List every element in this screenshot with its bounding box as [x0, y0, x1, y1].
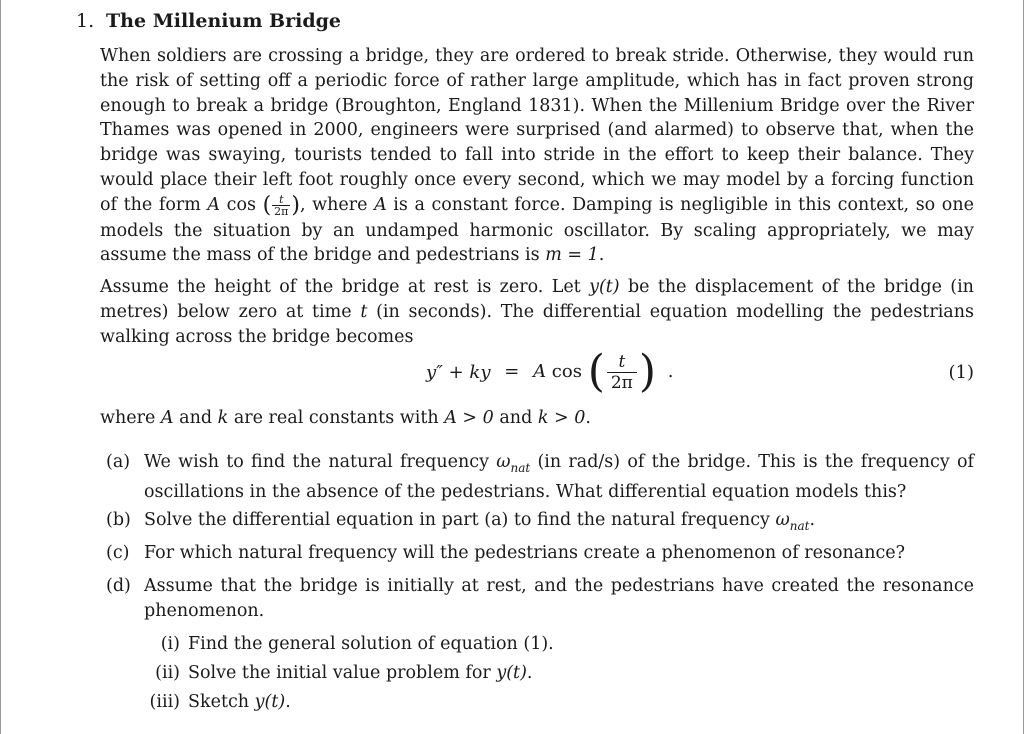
intro-text: When soldiers are crossing a bridge, they are ordered to break stride. Otherwise, they would run the risk of setting off a periodic force of rather large amplitude, which has in fact proven strong enough to break a bridge (Broughton, England 1831). When the Millenium Bridge over the River Thames was opened in 2000, engineers were surprised (and alarmed) to observe that, when the bridge was swaying, tourists tended to fall into stride in the effort to keep their balance. They would place their left foot roughly once every second, which we may model by a forcing function of the form	[100, 46, 974, 215]
part-b	[106, 508, 974, 538]
forcing-cos: cos	[226, 194, 256, 215]
part-d	[106, 574, 974, 624]
part-b-label: (b)	[106, 510, 131, 530]
part-d-text: Assume that the bridge is initially at rest, and the pedestrians have created the resonance phenomenon.	[144, 576, 974, 621]
forcing-amplitude: A	[207, 194, 221, 215]
displacement-var: y(t)	[589, 277, 620, 297]
setup-paragraph: Assume the height of the bridge at rest is zero. Let y(t) be the displacement of the bridge (in metres) below zero at time t (in seconds). The differential equation modelling the pedestrians walking across the bridge becomes	[100, 277, 974, 347]
subpart-i: (i) Find the general solution of equation (1).	[160, 634, 554, 654]
constants-paragraph: where A and k are real constants with A > 0 and k > 0.	[100, 408, 591, 428]
equation-number: (1)	[948, 362, 974, 383]
part-a	[106, 450, 974, 505]
equation-rhs: A cos ( $\frac{t}{2\pi}$ ) .	[533, 346, 674, 397]
differential-equation: y″ + ky = A cos ( $\frac{t}{2\pi}$ ) . (1)	[426, 346, 974, 397]
subpart-ii: (ii) Solve the initial value problem for y(t).	[155, 663, 533, 683]
condition-a: A > 0	[444, 408, 494, 428]
question-number: 1.	[76, 10, 95, 32]
intro-text-3: is a constant force. Damping is negligible in this context, so one models the situation by an undamped harmonic oscillator. By scaling appropriately, we may assume the mass of the bridge and pedestrians is	[100, 194, 974, 266]
part-c	[106, 541, 974, 566]
part-c-label: (c)	[106, 543, 130, 563]
intro-paragraph: When soldiers are crossing a bridge, they are ordered to break stride. Otherwise, they would run the risk of setting off a periodic force of rather large amplitude, which has in fact proven strong enough to break a bridge (Broughton, England 1831). When the Millenium Bridge over the River Thames was opened in 2000, engineers were surprised (and alarmed) to observe that, when the bridge was swaying, tourists tended to fall into stride in the effort to keep their balance. They would place their left foot roughly once every second, which we may model by a forcing function of the form A cos ( $\frac{t}{2\pi}$ ), where A is a constant force. Damping is negligible in this context, so one models the situation by an undamped harmonic oscillator. By scaling appropriately, we may assume the mass of the bridge and pedestrians is m = 1.	[100, 46, 974, 266]
part-d-label: (d)	[106, 576, 131, 596]
time-var: t	[360, 301, 368, 322]
equation-lhs: y″ + ky	[426, 361, 491, 383]
page-left-border	[0, 0, 1, 734]
part-a-text: We wish to find the natural frequency $\omega_{nat}$ (in rad/s) of the bridge. This is the frequency of oscillations in the absence of the pedestrians. What differential equation models this?	[144, 452, 974, 503]
intro-text-2: , where	[299, 194, 368, 215]
mass-equation: m = 1	[545, 245, 599, 266]
forcing-fraction: $\frac{t}{2\pi}$	[274, 192, 289, 218]
equation-fraction: $\frac{t}{2\pi}$	[607, 352, 637, 393]
constant-a: A	[374, 194, 387, 215]
part-c-text: For which natural frequency will the pedestrians create a phenomenon of resonance?	[144, 543, 906, 563]
question-title: The Millenium Bridge	[106, 10, 341, 32]
condition-k: k > 0	[537, 408, 586, 428]
question-heading	[76, 10, 341, 32]
part-b-text: Solve the differential equation in part (a) to find the natural frequency $\omega_{nat}$.	[144, 510, 816, 533]
subpart-iii: (iii) Sketch y(t).	[149, 692, 291, 712]
part-a-label: (a)	[106, 452, 131, 472]
